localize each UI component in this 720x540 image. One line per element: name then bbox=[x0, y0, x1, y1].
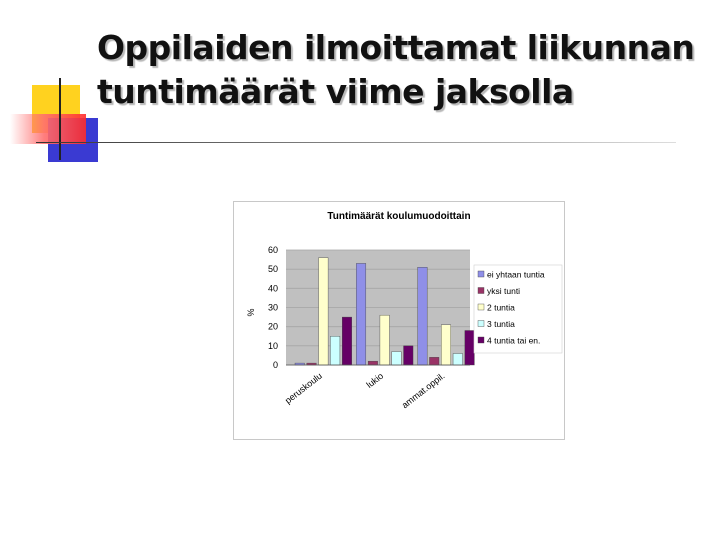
bar bbox=[342, 317, 352, 365]
bar bbox=[453, 354, 463, 366]
decor-vertical-line bbox=[59, 78, 61, 160]
legend-swatch bbox=[478, 288, 484, 294]
legend-label: 2 tuntia bbox=[487, 302, 515, 313]
bar bbox=[429, 357, 439, 365]
legend-label: yksi tunti bbox=[487, 286, 521, 296]
bar bbox=[441, 325, 451, 365]
legend-label: 4 tuntia tai en. bbox=[487, 335, 541, 346]
y-tick-label: 60 bbox=[267, 245, 278, 255]
y-tick-label: 10 bbox=[267, 340, 278, 351]
bar-chart bbox=[234, 202, 564, 439]
bar bbox=[392, 352, 402, 365]
bar bbox=[418, 267, 428, 365]
bar bbox=[319, 258, 329, 365]
legend-label: ei yhtaan tuntia bbox=[487, 269, 545, 280]
y-tick-label: 30 bbox=[267, 302, 278, 313]
chart-title: Tuntimäärät koulumuodoittain bbox=[327, 211, 471, 222]
bar bbox=[330, 336, 340, 365]
slide-title: Oppilaiden ilmoittamat liikunnan tuntimäärät viime jaksolla bbox=[97, 28, 695, 111]
x-category-label: lukio bbox=[364, 370, 386, 390]
legend-swatch bbox=[478, 321, 484, 327]
y-tick-label: 0 bbox=[272, 360, 278, 370]
bar bbox=[465, 331, 475, 366]
chart-frame bbox=[233, 201, 565, 440]
x-category-label: ammat.oppil. bbox=[399, 370, 447, 411]
bar bbox=[368, 361, 378, 365]
legend-swatch bbox=[478, 337, 484, 343]
y-tick-label: 20 bbox=[267, 321, 278, 332]
decor-horizontal-line bbox=[36, 142, 676, 143]
y-axis-label: % bbox=[246, 308, 256, 317]
y-tick-label: 40 bbox=[267, 283, 278, 294]
decor-red-bar bbox=[10, 114, 86, 144]
y-tick-label: 50 bbox=[267, 264, 278, 275]
bar bbox=[380, 315, 390, 365]
bar bbox=[356, 263, 366, 365]
bar bbox=[404, 346, 414, 365]
legend-swatch bbox=[478, 304, 484, 310]
legend-label: 3 tuntia bbox=[487, 319, 515, 329]
x-category-label: peruskoulu bbox=[283, 370, 324, 406]
legend-swatch bbox=[478, 271, 484, 277]
